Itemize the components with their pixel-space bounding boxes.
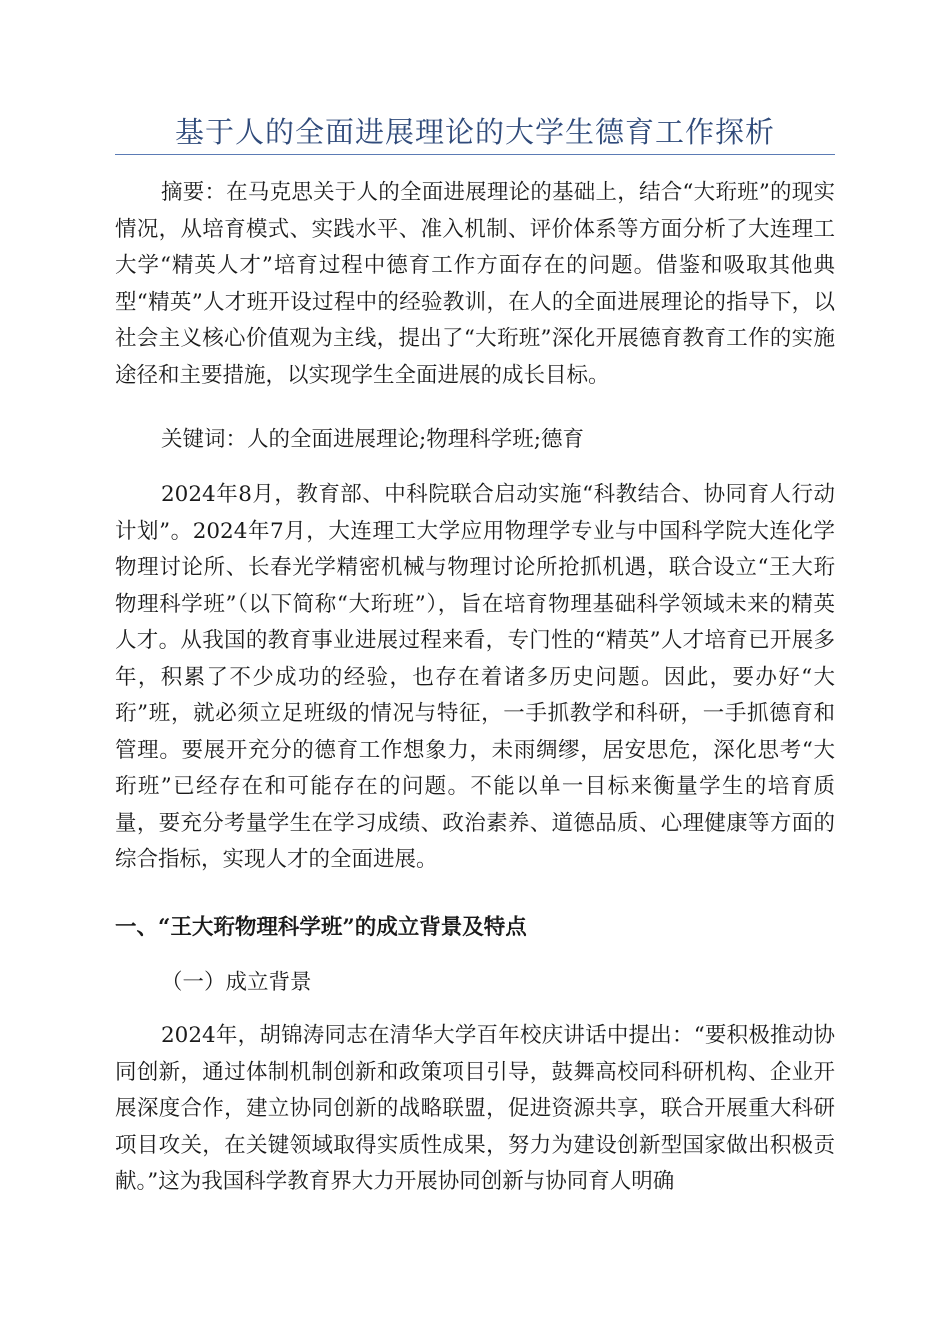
title-underline	[115, 154, 835, 155]
section-heading: 一、“王大珩物理科学班”的成立背景及特点	[115, 915, 527, 940]
abstract-paragraph: 摘要：在马克思关于人的全面进展理论的基础上，结合“大珩班”的现实情况，从培育模式、实践水平、准入机制、评价体系等方面分析了大连理工大学“精英人才”培育过程中德育工作方面存在的问题。借鉴和吸取其他典型“精英”人才班开设过程中的经验教训，在人的全面进展理论的指导下，以社会主义核心价值观为主线，提出了“大珩班”深化开展德育教育工作的实施途径和主要措施，以实现学生全面进展的成长目标。	[115, 180, 835, 388]
body-paragraph: 2024年，胡锦涛同志在清华大学百年校庆讲话中提出：“要积极推动协同创新，通过体制机制创新和政策项目引导，鼓舞高校同科研机构、企业开展深度合作，建立协同创新的战略联盟，促进资源共享，联合开展重大科研项目攻关，在关键领域取得实质性成果，努力为建设创新型国家做出积极贡献。”这为我国科学教育界大力开展协同创新与协同育人明确	[115, 1023, 835, 1194]
document-title: 基于人的全面进展理论的大学生德育工作探析	[174, 115, 775, 149]
keywords-paragraph: 关键词：人的全面进展理论;物理科学班;德育	[161, 427, 584, 452]
intro-paragraph: 2024年8月，教育部、中科院联合启动实施“科教结合、协同育人行动计划”。2024年7月，大连理工大学应用物理学专业与中国科学院大连化学物理讨论所、长春光学精密机械与物理讨论所抢抓机遇，联合设立“王大珩物理科学班”（以下简称“大珩班”），旨在培育物理基础科学领域未来的精英人才。从我国的教育事业进展过程来看，专门性的“精英”人才培育已开展多年，积累了不少成功的经验，也存在着诸多历史问题。因此，要办好“大珩”班，就必须立足班级的情况与特征，一手抓教学和科研，一手抓德育和管理。要展开充分的德育工作想象力，未雨绸缪，居安思危，深化思考“大珩班”已经存在和可能存在的问题。不能以单一目标来衡量学生的培育质量，要充分考量学生在学习成绩、政治素养、道德品质、心理健康等方面的综合指标，实现人才的全面进展。	[115, 482, 835, 872]
subsection-heading: （一）成立背景	[161, 970, 312, 995]
